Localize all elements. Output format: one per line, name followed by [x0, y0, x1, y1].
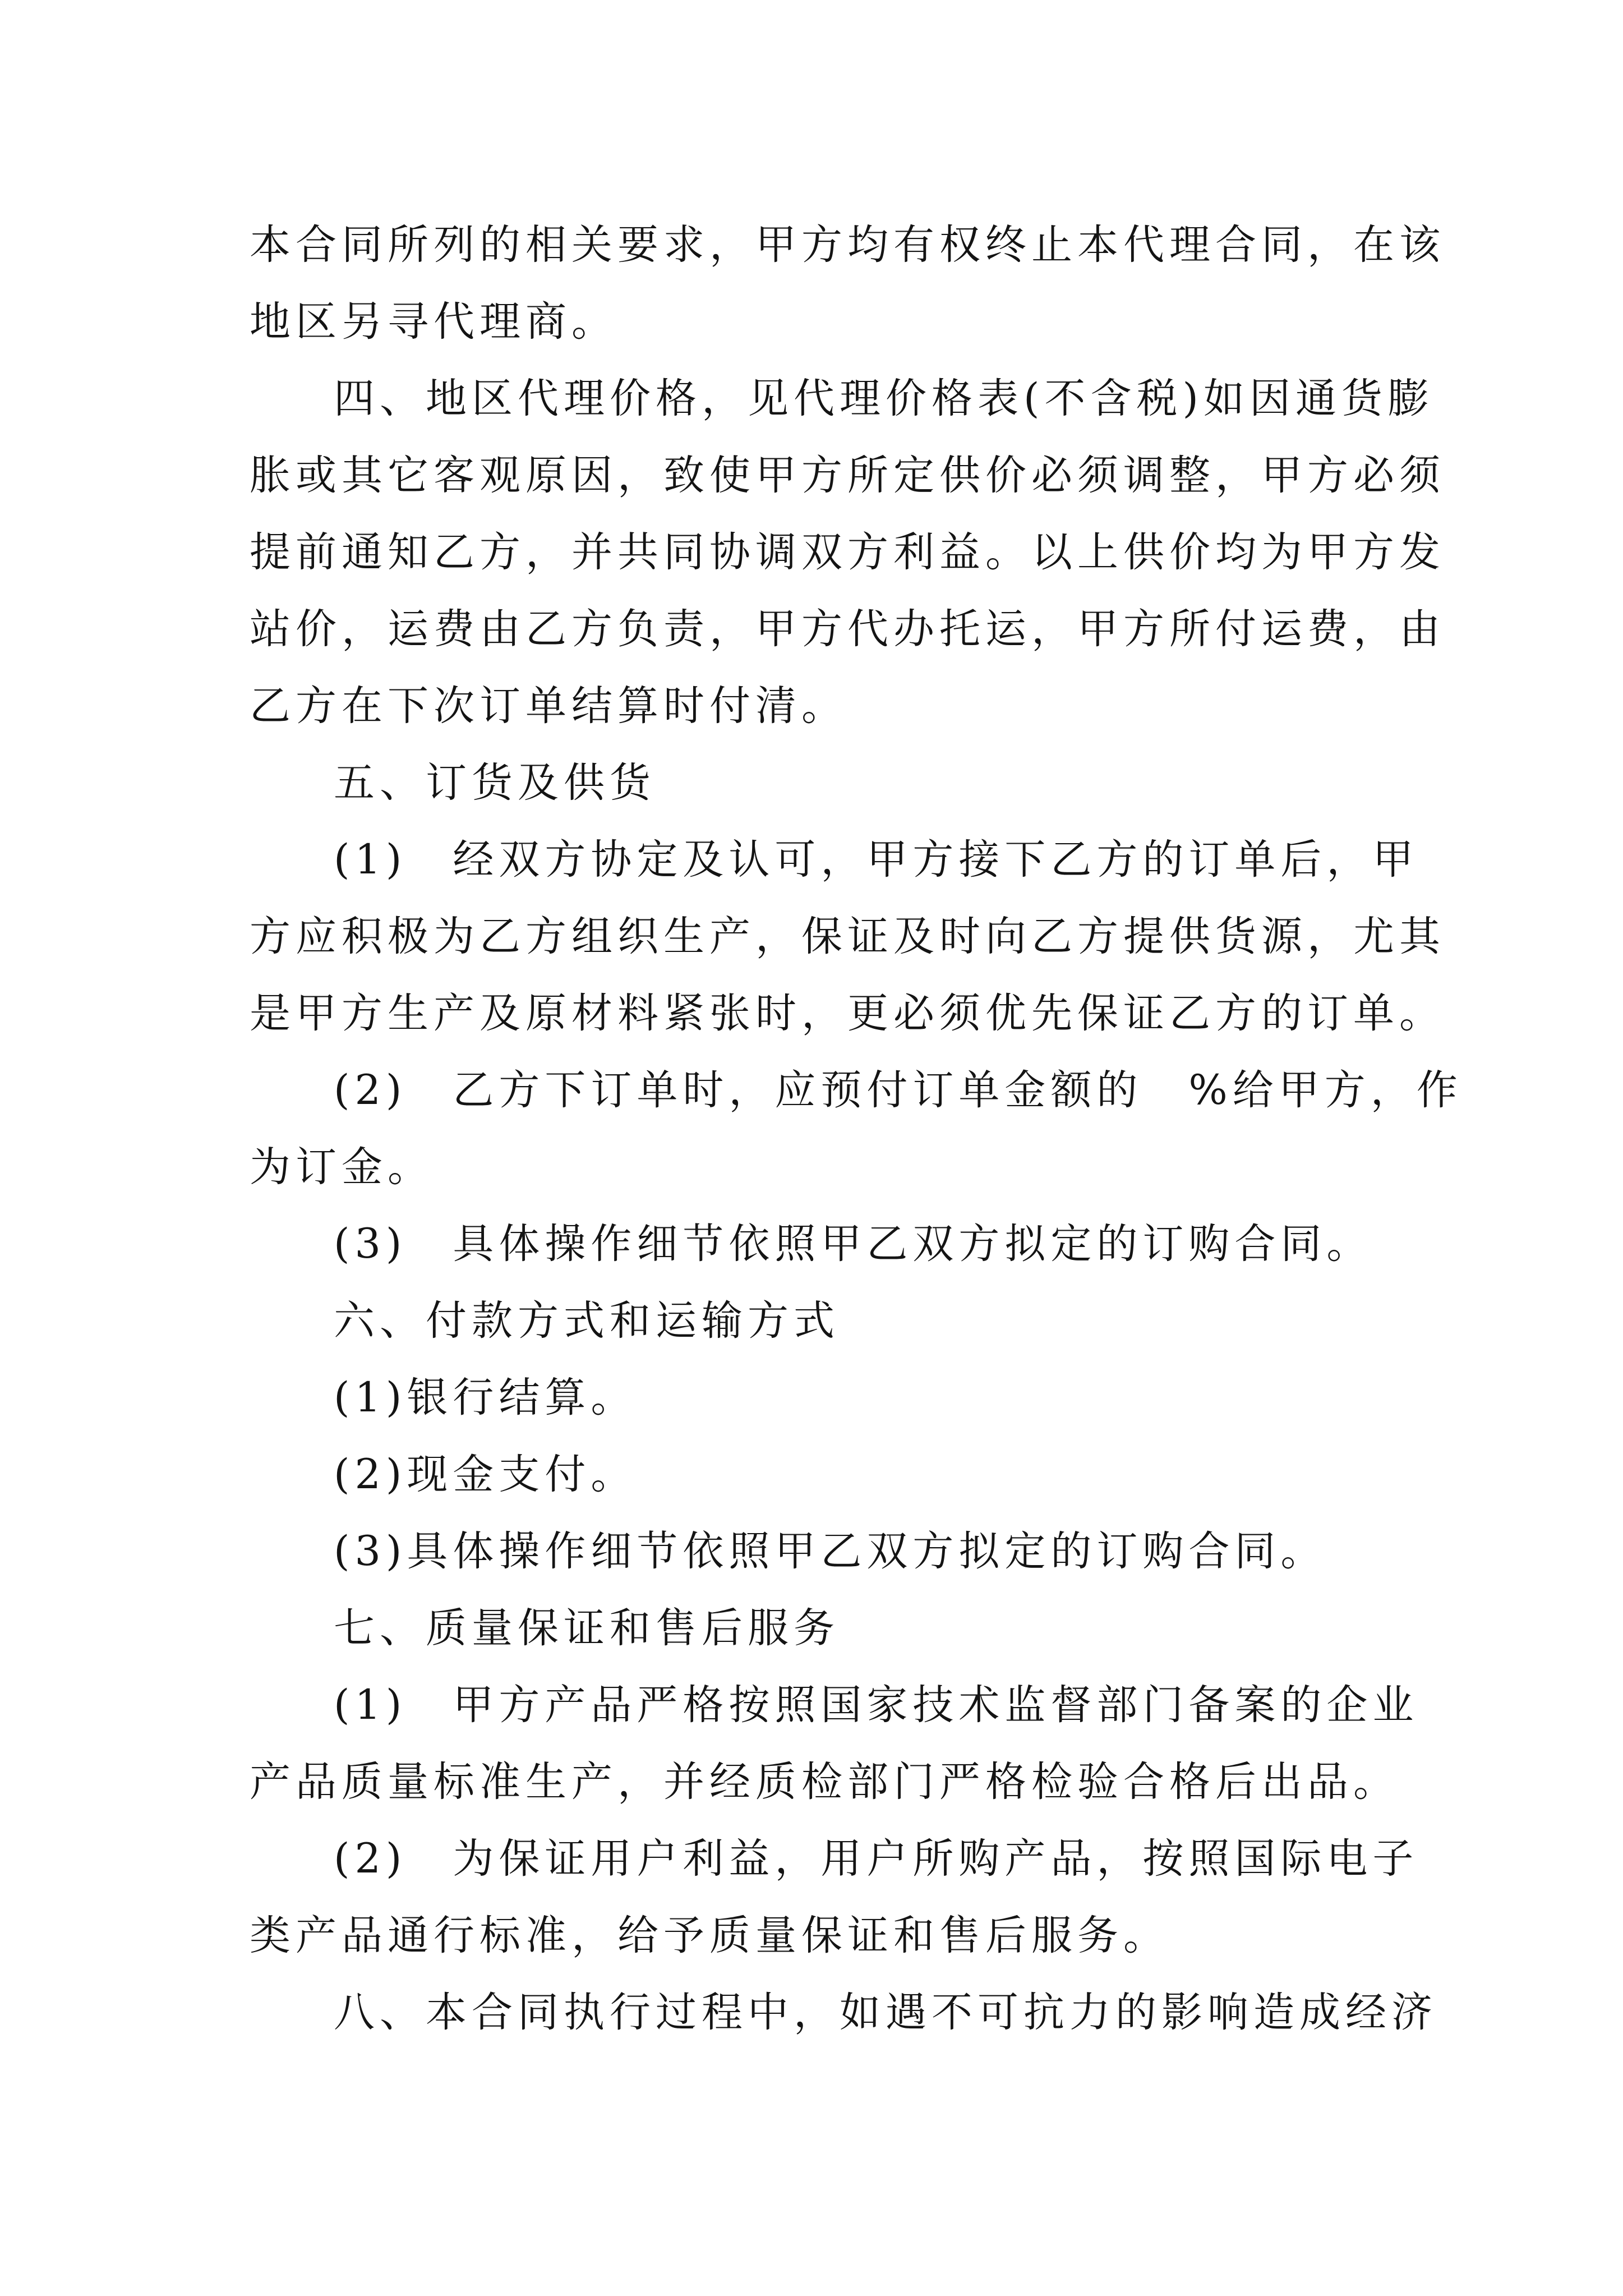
text-line: 五、订货及供货 [334, 759, 656, 807]
text-line: 提前通知乙方，并共同协调双方利益。以上供价均为甲方发 [250, 528, 1445, 576]
text-line: (3)具体操作细节依照甲乙双方拟定的订购合同。 [334, 1527, 1327, 1575]
text-line: (3) 具体操作细节依照甲乙双方拟定的订购合同。 [334, 1220, 1373, 1268]
text-line: 八、本合同执行过程中，如遇不可抗力的影响造成经济 [334, 1989, 1437, 2036]
text-line: 胀或其它客观原因，致使甲方所定供价必须调整，甲方必须 [250, 452, 1445, 499]
text-line: 地区另寻代理商。 [250, 298, 617, 346]
text-line: 为订金。 [250, 1143, 434, 1191]
text-line: (2) 为保证用户利益，用户所购产品，按照国际电子 [334, 1835, 1419, 1883]
text-line: (1) 甲方产品严格按照国家技术监督部门备案的企业 [334, 1681, 1419, 1729]
text-line: 方应积极为乙方组织生产，保证及时向乙方提供货源，尤其 [250, 913, 1445, 960]
text-line: 类产品通行标准，给予质量保证和售后服务。 [250, 1912, 1169, 1959]
text-line: 产品质量标准生产，并经质检部门严格检验合格后出品。 [250, 1758, 1399, 1806]
text-line: (1)银行结算。 [334, 1374, 637, 1421]
text-line: (2)现金支付。 [334, 1451, 637, 1498]
text-line: 站价，运费由乙方负责，甲方代办托运，甲方所付运费，由 [250, 605, 1445, 653]
text-line: 六、付款方式和运输方式 [334, 1297, 840, 1345]
text-line: 四、地区代理价格，见代理价格表(不含税)如因通货膨 [334, 375, 1433, 422]
text-line: 本合同所列的相关要求，甲方均有权终止本代理合同，在该 [250, 221, 1445, 269]
text-line: 七、质量保证和售后服务 [334, 1604, 840, 1652]
text-line: (2) 乙方下订单时，应预付订单金额的 %给甲方，作 [334, 1066, 1463, 1114]
text-line: 是甲方生产及原材料紧张时，更必须优先保证乙方的订单。 [250, 990, 1445, 1037]
text-line: 乙方在下次订单结算时付清。 [250, 682, 847, 730]
contract-body-text [250, 206, 1463, 2051]
text-line: (1) 经双方协定及认可，甲方接下乙方的订单后，甲 [334, 836, 1419, 884]
